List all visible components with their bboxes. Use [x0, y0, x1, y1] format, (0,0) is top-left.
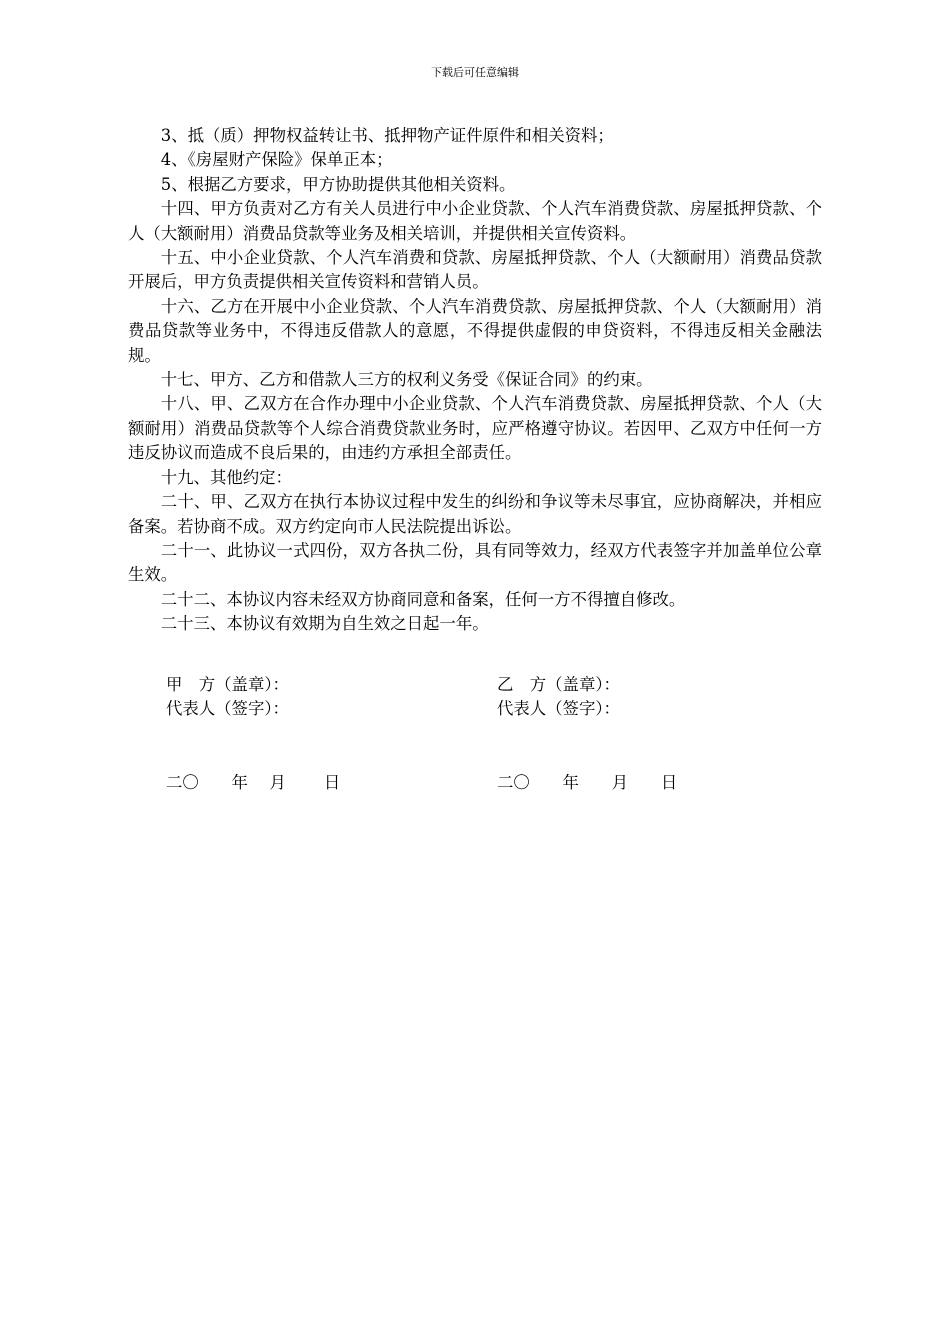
agreement-body	[128, 124, 822, 637]
article-15: 十五、中小企业贷款、个人汽车消费和贷款、房屋抵押贷款、个人（大额耐用）消费品贷款开展后，甲方负责提供相关宣传资料和营销人员。	[128, 248, 822, 292]
party-a-seal-label: 甲 方（盖章）：	[166, 675, 289, 694]
party-a-date-line: 二〇 年 月 日	[166, 773, 341, 792]
page-header-note: 下载后可任意编辑	[431, 66, 519, 79]
article-20: 二十、甲、乙双方在执行本协议过程中发生的纠纷和争议等未尽事宜，应协商解决，并相应备案。若协商不成。双方约定向市人民法院提出诉讼。	[128, 492, 822, 536]
clause-3: 3、抵（质）押物权益转让书、抵押物产证件原件和相关资料；	[160, 126, 614, 145]
article-14: 十四、甲方负责对乙方有关人员进行中小企业贷款、个人汽车消费贷款、房屋抵押贷款、个人（大额耐用）消费品贷款等业务及相关培训，并提供相关宣传资料。	[128, 199, 822, 243]
clause-5: 5、根据乙方要求，甲方协助提供其他相关资料。	[160, 174, 516, 194]
party-b-representative-label: 代表人（签字）：	[497, 699, 620, 718]
article-19: 十九、其他约定：	[160, 467, 292, 487]
party-b-date-line: 二〇 年 月 日	[497, 773, 678, 792]
article-17: 十七、甲方、乙方和借款人三方的权利义务受《保证合同》的约束。	[160, 370, 653, 390]
party-b-seal-label: 乙 方（盖章）：	[497, 675, 620, 694]
article-23: 二十三、本协议有效期为自生效之日起一年。	[160, 614, 489, 634]
article-16: 十六、乙方在开展中小企业贷款、个人汽车消费贷款、房屋抵押贷款、个人（大额耐用）消费品贷款等业务中，不得违反借款人的意愿，不得提供虚假的申贷资料，不得违反相关金融法规。	[128, 296, 822, 365]
clause-4: 4、《房屋财产保险》保单正本；	[160, 150, 393, 170]
article-18: 十八、甲、乙双方在合作办理中小企业贷款、个人汽车消费贷款、房屋抵押贷款、个人（大额耐用）消费品贷款等个人综合消费贷款业务时，应严格遵守协议。若因甲、乙双方中任何一方违反协议而造成不良后果的，由违约方承担全部责任。	[128, 394, 822, 463]
article-22: 二十二、本协议内容未经双方协商同意和备案，任何一方不得擅自修改。	[160, 589, 686, 609]
article-21: 二十一、此协议一式四份，双方各执二份，具有同等效力，经双方代表签字并加盖单位公章生效。	[128, 540, 822, 585]
party-a-representative-label: 代表人（签字）：	[166, 699, 289, 718]
